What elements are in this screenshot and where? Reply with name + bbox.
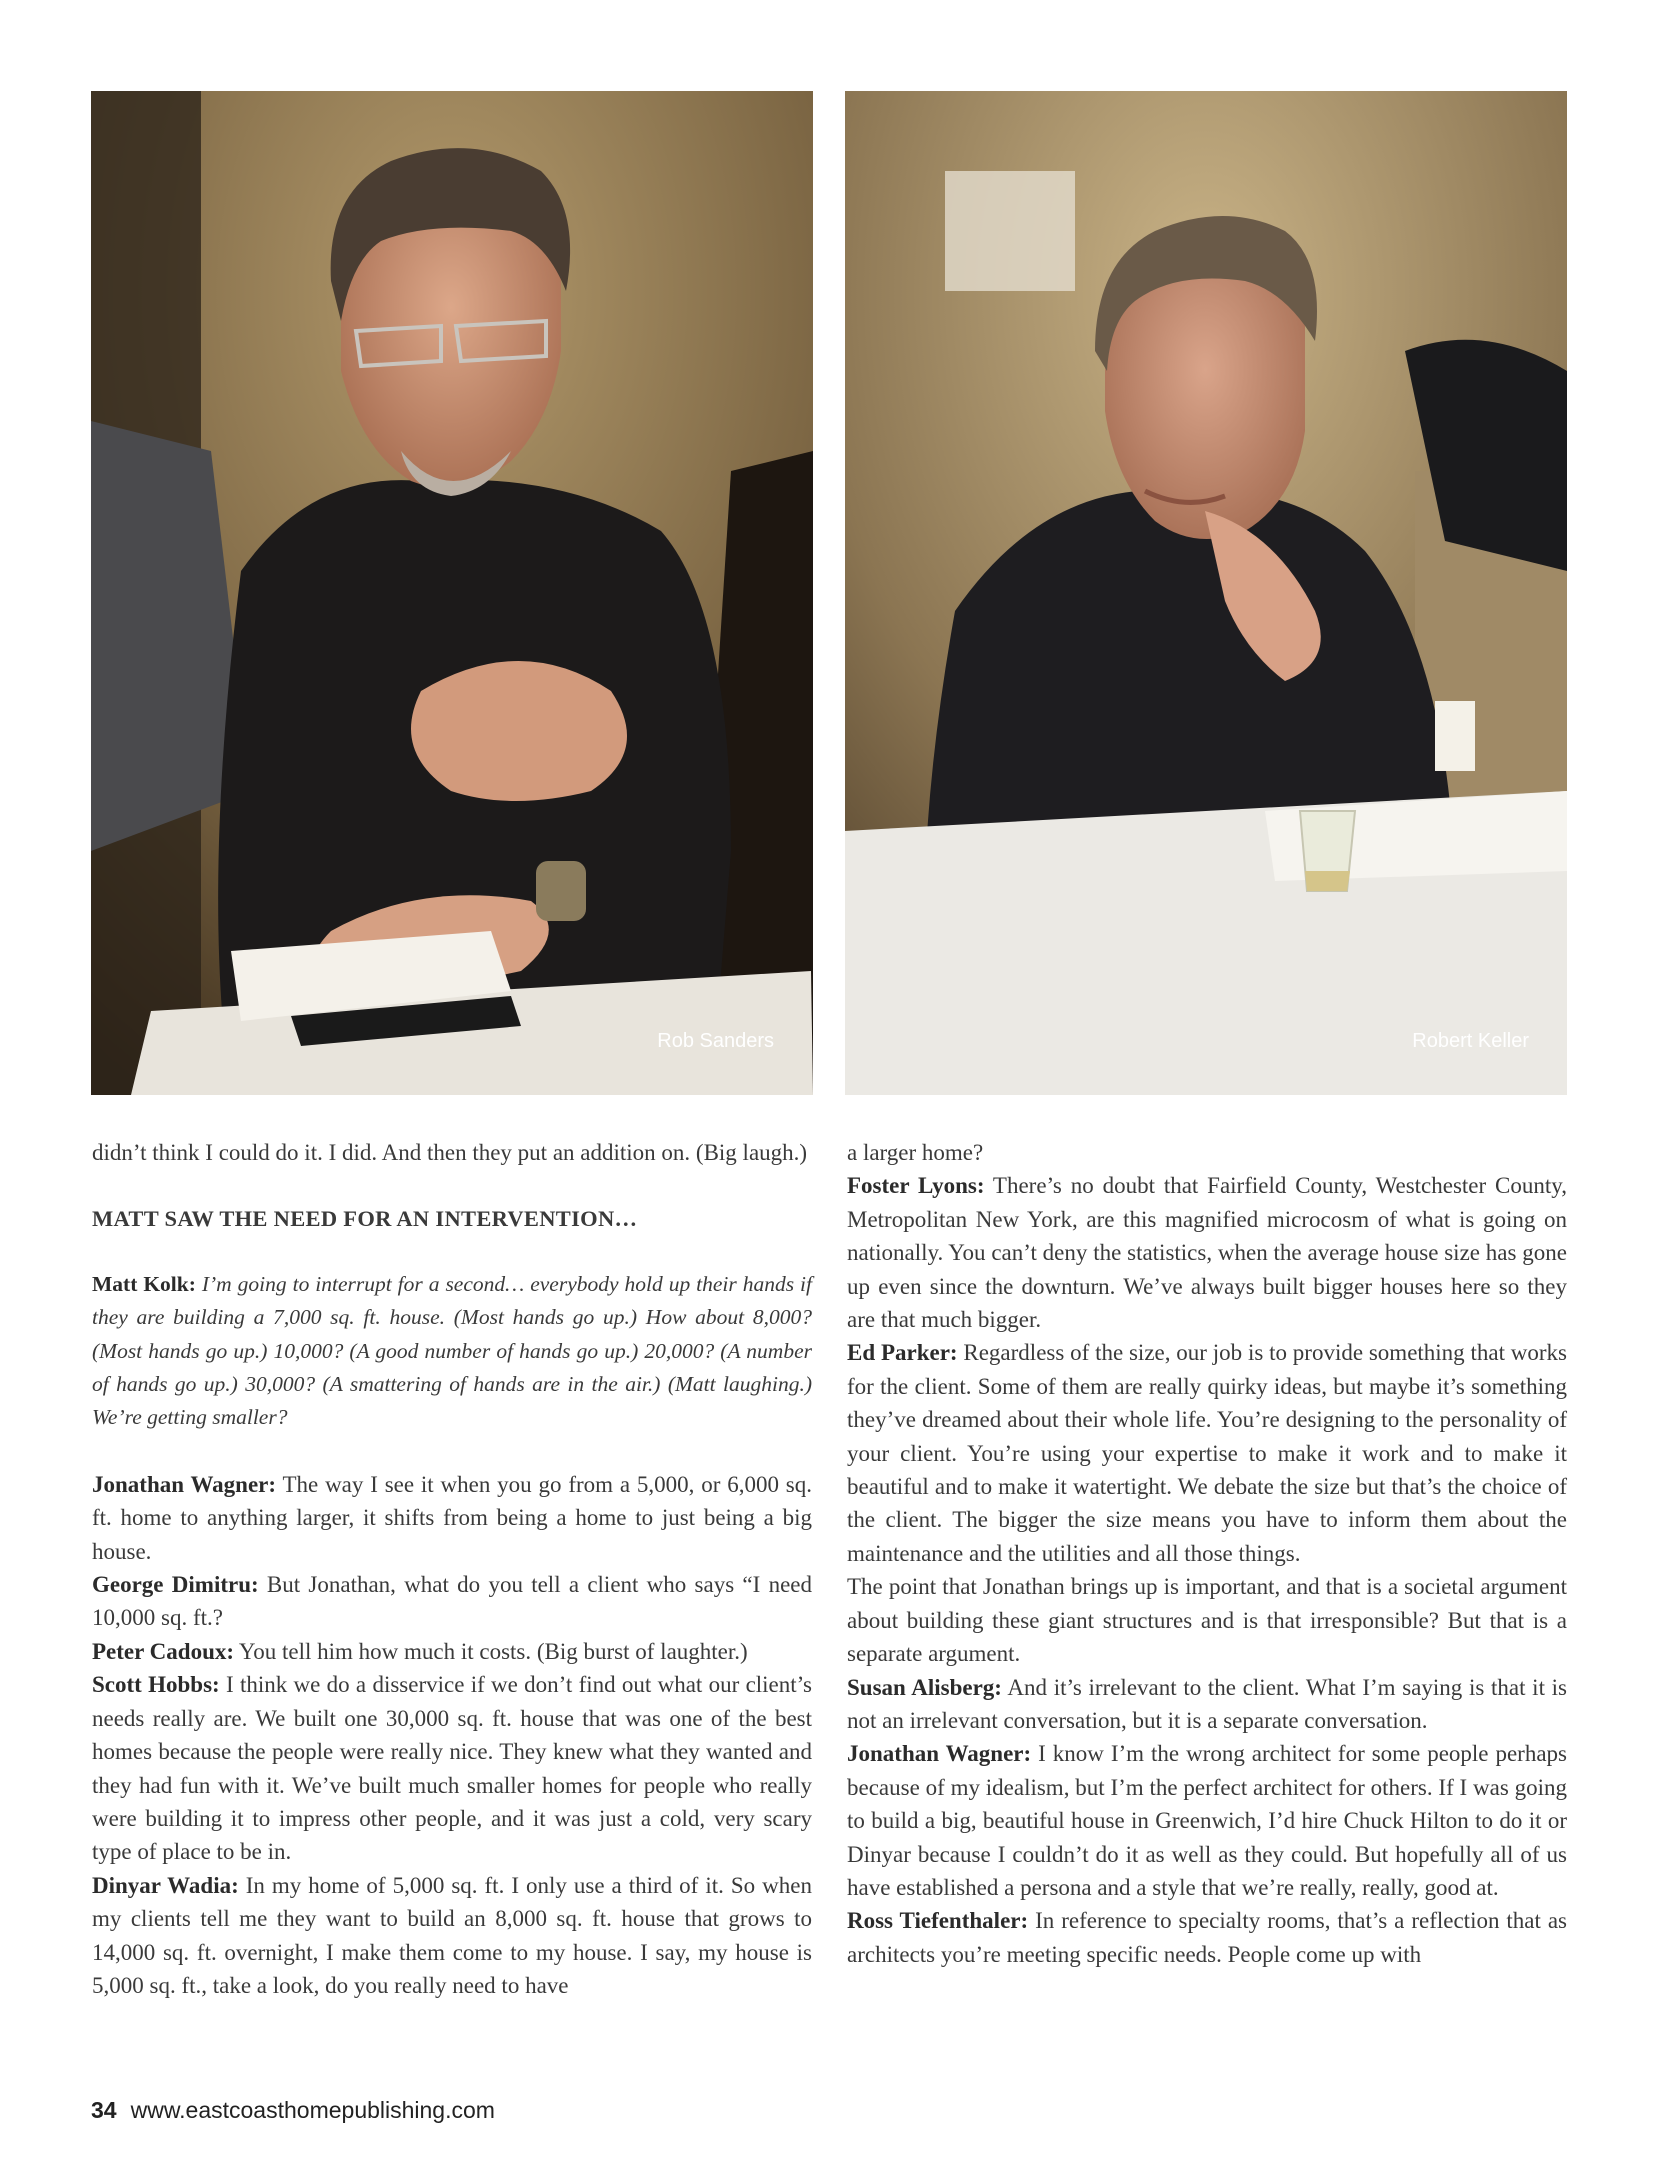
paragraph-text: Regardless of the size, our job is to provide something that works for the client. Some of them are really quirky ideas, but maybe it’s something they’ve dreamed about their whole life. You’re designing to the personality of your client. You’re using your expertise to make it work and to make it beautiful and to make it watertight. We debate the size but that’s the choice of the client. The bigger the size means you have to inform them about the maintenance and the utilities and all those things. — [847, 1340, 1568, 1566]
speaker-name: Ross Tiefenthaler: — [847, 1908, 1029, 1934]
paragraph-text: The point that Jonathan brings up is important, and that is a societal argument about building these giant structures and is that irresponsible? But that is a separate argument. — [847, 1574, 1567, 1667]
speaker-name: Susan Alisberg: — [847, 1674, 1002, 1700]
paragraph-text: I know I’m the wrong architect for some people perhaps because of my idealism, but I’m the perfect architect for others. If I was going to build a big, beautiful house in Greenwich, I’d hire Chuck Hilton to do it or Dinyar because I couldn’t do it as well as they could. But hopefully all of us have established a persona and a style that we’re really, really, good at. — [847, 1741, 1568, 1900]
paragraph — [847, 1169, 1567, 1336]
paragraph-text: I’m going to interrupt for a second… everybody hold up their hands if they are building a 7,000 sq. ft. house. (Most hands go up.) How about 8,000? (Most hands go up.) 10,000? (A good number of hands go up.) 20,000? (A number of hands go up.) 30,000? (A smattering of hands are in the air.) (Matt laughing.) We’re getting smaller? — [92, 1271, 812, 1430]
article-column-left — [92, 1136, 812, 2002]
paragraph — [92, 1468, 812, 1568]
photo-caption: Robert Keller — [1412, 1030, 1529, 1052]
section-heading: MATT SAW THE NEED FOR AN INTERVENTION… — [92, 1206, 638, 1232]
paragraph-text: And it’s irrelevant to the client. What I’m saying is that it is not an irrelevant conversation, but it is a separate conversation. — [847, 1674, 1567, 1733]
speaker-name: Scott Hobbs: — [92, 1672, 220, 1698]
paragraph — [92, 1869, 812, 2003]
paragraph — [92, 1268, 812, 1435]
speaker-name: George Dimitru: — [92, 1572, 259, 1598]
paragraph: a larger home? — [847, 1140, 984, 1165]
paragraph: didn’t think I could do it. I did. And then they put an addition on. (Big laugh.) — [92, 1140, 808, 1165]
speaker-name: Dinyar Wadia: — [92, 1872, 239, 1898]
paragraph — [847, 1904, 1567, 1971]
paragraph — [92, 1668, 812, 1868]
paragraph — [847, 1671, 1567, 1738]
paragraph — [92, 1635, 812, 1668]
paragraph — [847, 1336, 1567, 1570]
speaker-name: Foster Lyons: — [847, 1173, 985, 1199]
speaker-name: Peter Cadoux: — [92, 1638, 235, 1664]
paragraph-text: There’s no doubt that Fairfield County, Westchester County, Metropolitan New York, are this magnified microcosm of what is going on nationally. You can’t deny the statistics, when the average house size has gone up even since the downturn. We’ve always built bigger houses here so they are that much bigger. — [847, 1173, 1567, 1333]
article-column-right — [847, 1136, 1567, 1971]
speaker-name: Matt Kolk: — [92, 1271, 196, 1296]
paragraph-text: You tell him how much it costs. (Big burst of laughter.) — [234, 1638, 748, 1664]
paragraph-text: The way I see it when you go from a 5,000, or 6,000 sq. ft. home to anything larger, it shifts from being a home to just being a big house. — [92, 1471, 812, 1564]
speaker-name: Ed Parker: — [847, 1340, 958, 1366]
paragraph — [92, 1568, 812, 1635]
photo-caption: Rob Sanders — [657, 1030, 774, 1052]
paragraph-text: In reference to specialty rooms, that’s a reflection that as architects you’re meeting specific needs. People come up with — [847, 1908, 1567, 1967]
page-footer — [91, 2097, 495, 2124]
paragraph-text: But Jonathan, what do you tell a client who says “I need 10,000 sq. ft.? — [92, 1572, 812, 1631]
photo-image — [91, 91, 813, 1095]
photo-image — [845, 91, 1567, 1095]
speaker-name: Jonathan Wagner: — [92, 1471, 277, 1497]
photo-robert-keller — [845, 91, 1567, 1095]
paragraph — [847, 1737, 1567, 1904]
paragraph — [847, 1570, 1567, 1670]
footer-url: www.eastcoasthomepublishing.com — [130, 2097, 495, 2123]
paragraph-text: I think we do a disservice if we don’t find out what our client’s needs really are. We built one 30,000 sq. ft. house that was one of the best homes because the people were really nice. They knew what they wanted and they had fun with it. We’ve built much smaller homes for people who really were building it to impress other people, and it was just a cold, very scary type of place to be in. — [92, 1672, 812, 1865]
page-number: 34 — [91, 2097, 117, 2123]
speaker-name: Jonathan Wagner: — [847, 1741, 1032, 1767]
photo-rob-sanders — [91, 91, 813, 1095]
paragraph-text: In my home of 5,000 sq. ft. I only use a third of it. So when my clients tell me they want to build an 8,000 sq. ft. house that grows to 14,000 sq. ft. overnight, I make them come to my house. I say, my house is 5,000 sq. ft., take a look, do you really need to have — [92, 1872, 812, 1998]
